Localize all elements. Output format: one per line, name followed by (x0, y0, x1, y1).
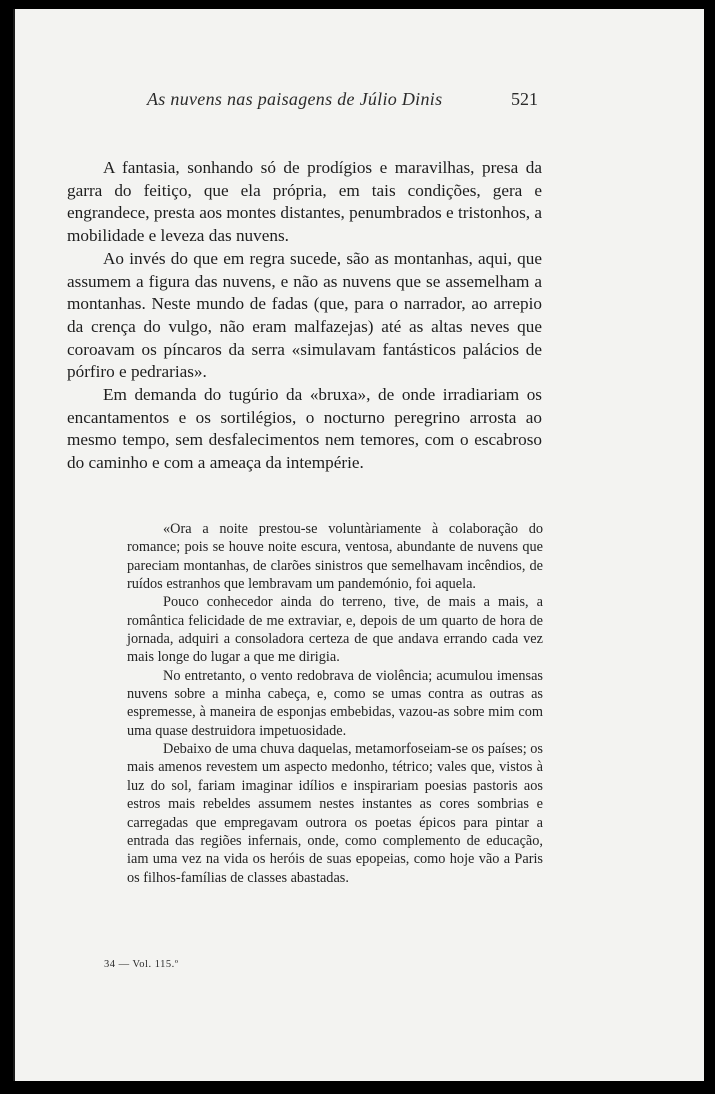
quote-paragraph: No entretanto, o vento redobrava de violência; acumulou imensas nuvens sobre a minha cabeça, e, como se umas contra as outras as espremesse, à maneira de esponjas embebidas, vazou-as sobre mim com uma quase destruidora impetuosidade. (127, 667, 543, 739)
body-paragraph: Em demanda do tugúrio da «bruxa», de onde irradiariam os encantamentos e os sortilégios, o nocturno peregrino arrosta ao mesmo tempo, sem desfalecimentos nem temores, com o escabroso do caminho e com a ameaça da intempérie. (67, 385, 542, 473)
signature-mark: 34 — Vol. 115.º (104, 959, 179, 970)
block-quotation (127, 520, 543, 887)
quote-paragraph: Pouco conhecedor ainda do terreno, tive, de mais a mais, a romântica felicidade de me extraviar, e, depois de um quarto de hora de jornada, adquiri a consoladora certeza de que andava errando cada vez mais longe do lugar a que me dirigia. (127, 594, 543, 666)
quote-paragraph: Debaixo de uma chuva daquelas, metamorfoseiam-se os países; os mais amenos revestem um aspecto medonho, tétrico; vales que, vistos à luz do sol, fariam imaginar idílios e inspirariam poesias pastoris aos estros mais rebeldes assumem nestes instantes as cores sombrias e carregadas que empregavam outrora os poetas épicos para pintar a entrada das regiões infernais, onde, como complemento de educação, iam uma vez na vida os heróis de suas epopeias, como hoje vão a Paris os filhos-famílias de classes abastadas. (127, 741, 543, 886)
body-paragraph: A fantasia, sonhando só de prodígios e maravilhas, presa da garra do feitiço, que ela própria, em tais condições, gera e engrandece, presta aos montes distantes, penumbrados e tristonhos, a mobilidade e leveza das nuvens. (67, 158, 542, 246)
running-title: As nuvens nas paisagens de Júlio Dinis (147, 89, 443, 109)
book-page (13, 9, 704, 1081)
quote-paragraph: «Ora a noite prestou-se voluntàriamente à colaboração do romance; pois se houve noite escura, ventosa, abundante de nuvens que pareciam montanhas, de clarões sinistros que semelhavam incêndios, de ruídos estranhos que lembravam um pandemónio, foi aquela. (127, 521, 543, 593)
body-paragraph: Ao invés do que em regra sucede, são as montanhas, aqui, que assumem a figura das nuvens, e não as nuvens que se assemelham a montanhas. Neste mundo de fadas (que, para o narrador, ao arrepio da crença do vulgo, não eram malfazejas) até as altas neves que coroavam os píncaros da serra «simulavam fantásticos palácios de pórfiro e pedrarias». (67, 248, 542, 382)
page-number: 521 (511, 89, 538, 109)
page-header (15, 89, 704, 113)
main-text (67, 157, 542, 475)
